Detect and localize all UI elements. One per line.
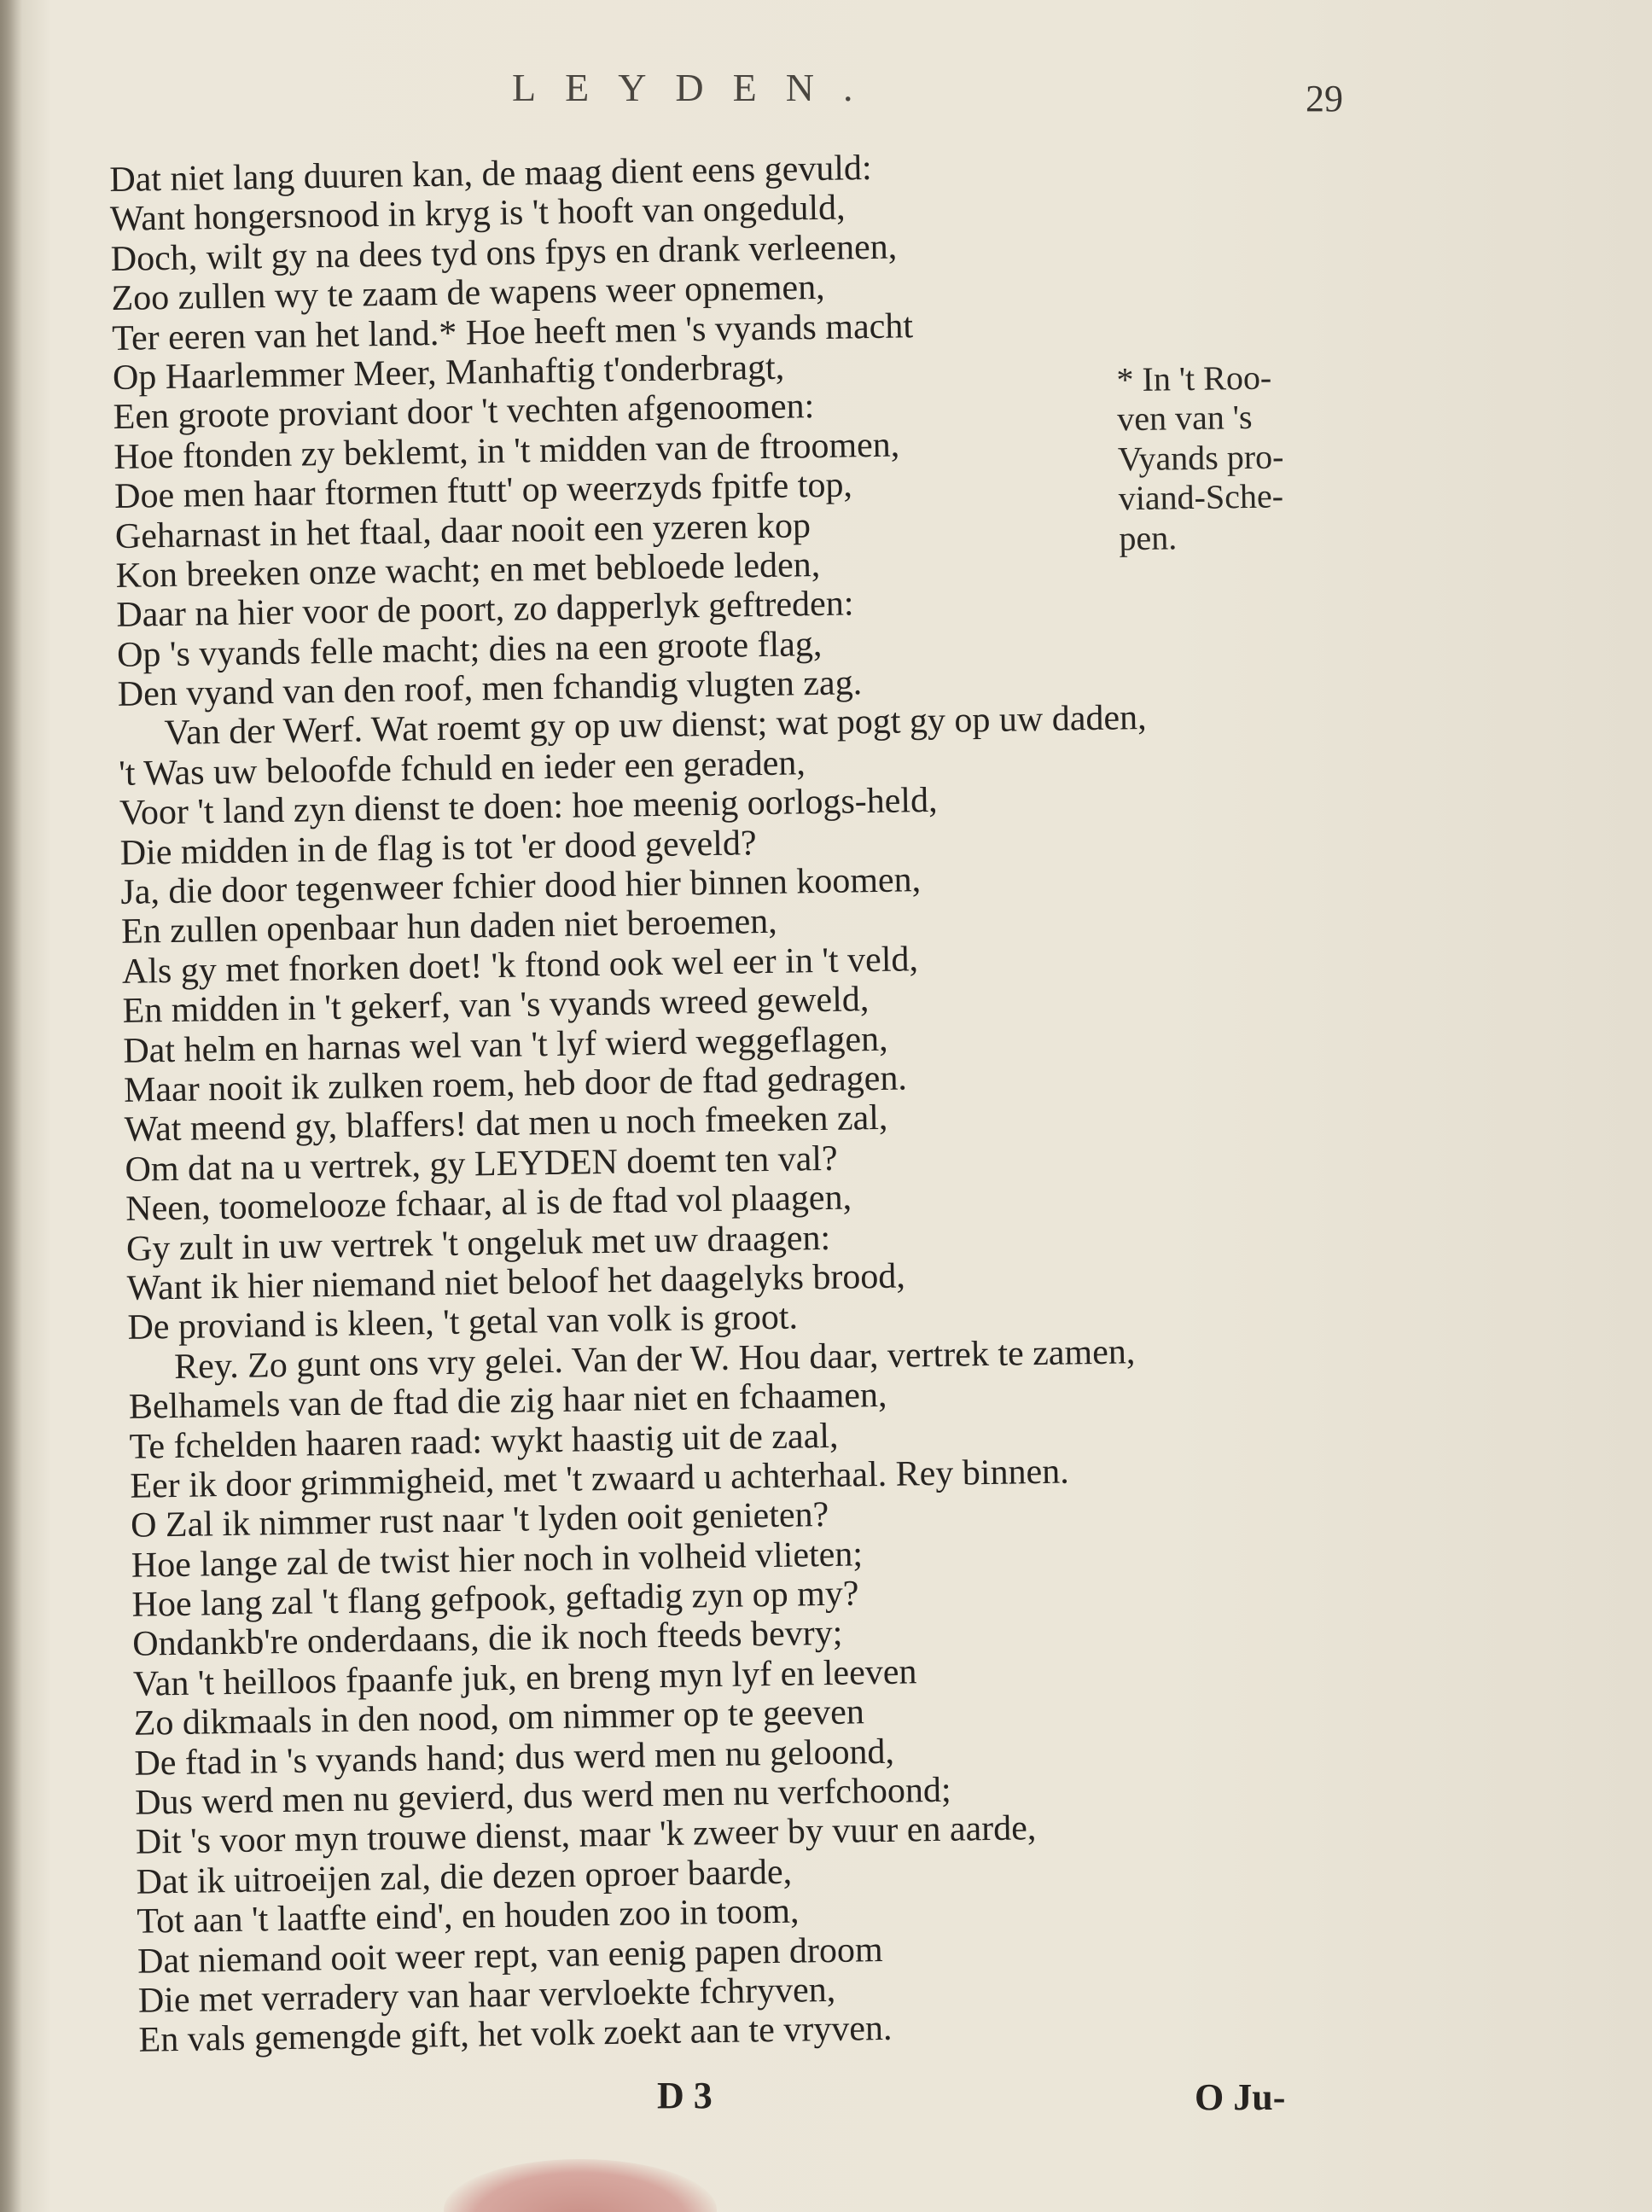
finger-shadow	[444, 2159, 717, 2212]
verse-line: Ter eeren van het land.* Hoe heeft men 's vyands macht	[111, 306, 914, 358]
verse-line: Eer ik door grimmigheid, met 't zwaard u achterhaal. Rey binnen.	[130, 1452, 1070, 1506]
verse-line: Dit 's voor myn trouwe dienst, maar 'k zweer by vuur en aarde,	[135, 1808, 1037, 1863]
verse-line: Hoe lange zal de twist hier noch in volheid vlieten;	[131, 1534, 864, 1586]
verse-line: Zo dikmaals in den nood, om nimmer op te geeven	[133, 1692, 865, 1744]
binding-shadow	[0, 0, 22, 2212]
verse-line: Dus werd men nu gevierd, dus werd men nu verfchoond;	[134, 1770, 951, 1823]
verse-line: Kon breeken onze wacht; en met bebloede leden,	[115, 544, 821, 596]
verse-line: Als gy met fnorken doet! 'k ftond ook wel eer in 't veld,	[121, 940, 919, 992]
verse-line: Dat niemand ooit weer rept, van eenig papen droom	[137, 1930, 883, 1982]
verse-line: Doch, wilt gy na dees tyd ons fpys en drank verleenen,	[110, 227, 898, 279]
verse-line: Maar nooit ik zulken roem, heb door de ftad gedragen.	[123, 1058, 908, 1110]
verse-line: 't Was uw beloofde fchuld en ieder een geraden,	[118, 743, 806, 794]
signature-mark: D 3	[657, 2075, 713, 2116]
verse-line: Om dat na u vertrek, gy LEYDEN doemt ten val?	[125, 1138, 838, 1190]
running-head: LEYDEN.	[512, 66, 882, 109]
verse-line: Een groote proviant door 't vechten afgenoomen:	[113, 387, 815, 438]
page-number: 29	[1306, 78, 1343, 119]
verse-line: Dat helm en harnas wel van 't lyf wierd weggeflagen,	[123, 1019, 888, 1071]
verse-line: Gy zult in uw vertrek 't ongeluk met uw draagen:	[125, 1218, 831, 1269]
verse-line: Doe men haar ftormen ftutt' op weerzyds fpitfe top,	[113, 465, 853, 517]
margin-note-line: viand-Sche-	[1118, 476, 1284, 518]
verse-line: En midden in 't gekerf, van 's vyands wreed geweld,	[122, 980, 870, 1032]
verse-line: Geharnast in het ftaal, daar nooit een yzeren kop	[114, 505, 811, 556]
verse-line: Want ik hier niemand niet beloof het daagelyks brood,	[126, 1256, 906, 1308]
verse-line: Ja, die door tegenweer fchier dood hier binnen koomen,	[120, 860, 922, 912]
verse-line: De proviand is kleen, 't getal van volk is groot.	[127, 1297, 799, 1348]
verse-line: Ondankb're onderdaans, die ik noch fteeds bevry;	[131, 1614, 843, 1665]
catchword: O Ju-	[1195, 2076, 1286, 2118]
verse-line: Van 't heilloos fpaanfe juk, en breng myn lyf en leeven	[132, 1652, 917, 1704]
verse-line: Hoe lang zal 't flang gefpook, geftadig zyn op my?	[131, 1574, 859, 1625]
verse-line: Op Haarlemmer Meer, Manhaftig t'onderbragt,	[112, 347, 785, 398]
verse-line: Die met verradery van haar vervloekte fchryven,	[137, 1970, 836, 2021]
verse-line: Die midden in de flag is tot 'er dood geveld?	[119, 823, 757, 873]
verse-line: Neen, toomelooze fchaar, al is de ftad vol plaagen,	[125, 1178, 852, 1230]
margin-note	[1116, 357, 1376, 559]
verse-line: Den vyand van den roof, men fchandig vlugten zag.	[117, 663, 863, 714]
verse-line: Hoe ftonden zy beklemt, in 't midden van de ftroomen,	[113, 425, 900, 477]
verse-line: Belhamels van de ftad die zig haar niet en fchaamen,	[128, 1375, 887, 1427]
verse-line: Zoo zullen wy te zaam de wapens weer opnemen,	[111, 268, 825, 319]
margin-note-line: pen.	[1119, 517, 1178, 557]
speaker-line: Van der Werf. Wat roemt gy op uw dienst; wat pogt gy op uw daden,	[164, 698, 1147, 754]
verse-line: Op 's vyands felle macht; dies na een groote flag,	[116, 624, 823, 675]
verse-line: O Zal ik nimmer rust naar 't lyden ooit genieten?	[130, 1495, 829, 1546]
verse-line: En vals gemengde gift, het volk zoekt aan te vryven.	[138, 2009, 893, 2061]
verse-line: Dat niet lang duuren kan, de maag dient eens gevuld:	[109, 148, 873, 200]
verse-line: En zullen openbaar hun daden niet beroemen,	[120, 902, 778, 952]
verse-line: De ftad in 's vyands hand; dus werd men nu geloond,	[134, 1732, 895, 1784]
verse-line: Wat meend gy, blaffers! dat men u noch fmeeken zal,	[124, 1098, 888, 1150]
verse-line: Tot aan 't laatfte eind', en houden zoo in toom,	[137, 1891, 800, 1941]
verse-line: Daar na hier voor de poort, zo dapperlyk geftreden:	[116, 584, 854, 636]
verse-line: Want hongersnood in kryg is 't hooft van ongeduld,	[109, 188, 846, 240]
verse-line: Te fchelden haaren raad: wykt haastig uit de zaal,	[129, 1416, 839, 1467]
verse-line: Dat ik uitroeijen zal, die dezen oproer baarde,	[136, 1852, 793, 1902]
margin-note-line: * In 't Roo-	[1116, 358, 1272, 399]
speaker-line: Rey. Zo gunt ons vry gelei. Van der W. Hou daar, vertrek te zamen,	[173, 1332, 1136, 1387]
margin-note-line: Vyands pro-	[1117, 437, 1284, 479]
margin-note-line: ven van 's	[1116, 398, 1253, 439]
verse-line: Voor 't land zyn dienst te doen: hoe meenig oorlogs-held,	[119, 781, 938, 834]
